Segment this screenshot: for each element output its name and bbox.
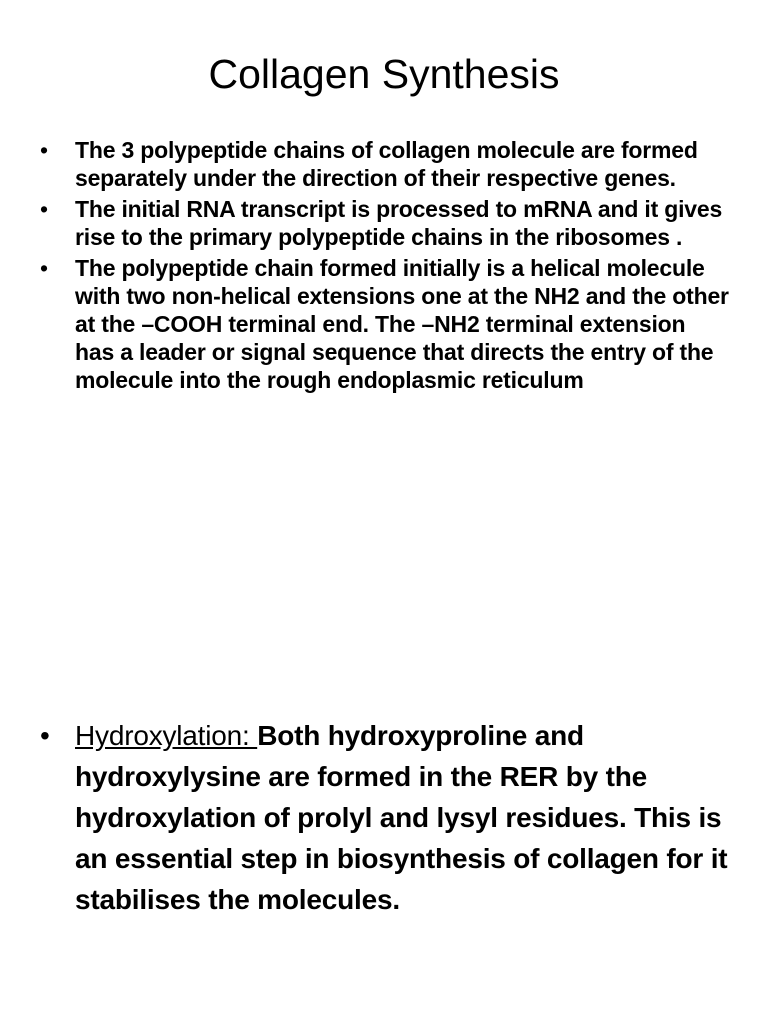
bullet-text: The 3 polypeptide chains of collagen molecule are formed separately under the direction of their respective genes.	[75, 137, 698, 191]
hydroxylation-text: Both hydroxyproline and hydroxylysine are formed in the RER by the hydroxylation of prolyl and lysyl residues. This is an essential step in biosynthesis of collagen for it stabilises the molecules.	[75, 720, 728, 915]
hydroxylation-heading: Hydroxylation:	[75, 720, 258, 751]
bullet-text: The initial RNA transcript is processed to mRNA and it gives rise to the primary polypeptide chains in the ribosomes .	[75, 196, 723, 250]
bullet-icon: •	[40, 196, 48, 222]
hydroxylation-list	[40, 715, 730, 920]
bullet-icon: •	[40, 720, 50, 751]
bullet-item	[40, 195, 730, 251]
bullet-list	[40, 136, 730, 397]
hydroxylation-item	[40, 715, 730, 920]
bullet-text: The polypeptide chain formed initially is a helical molecule with two non-helical extensions one at the NH2 and the other at the –COOH terminal end. The –NH2 terminal extension has a leader or signal sequence that directs the entry of the molecule into the rough endoplasmic reticulum	[75, 255, 729, 393]
slide-title: Collagen Synthesis	[208, 51, 560, 97]
bullet-item	[40, 254, 730, 394]
bullet-item	[40, 136, 730, 192]
bullet-icon: •	[40, 137, 48, 163]
bullet-icon: •	[40, 255, 48, 281]
